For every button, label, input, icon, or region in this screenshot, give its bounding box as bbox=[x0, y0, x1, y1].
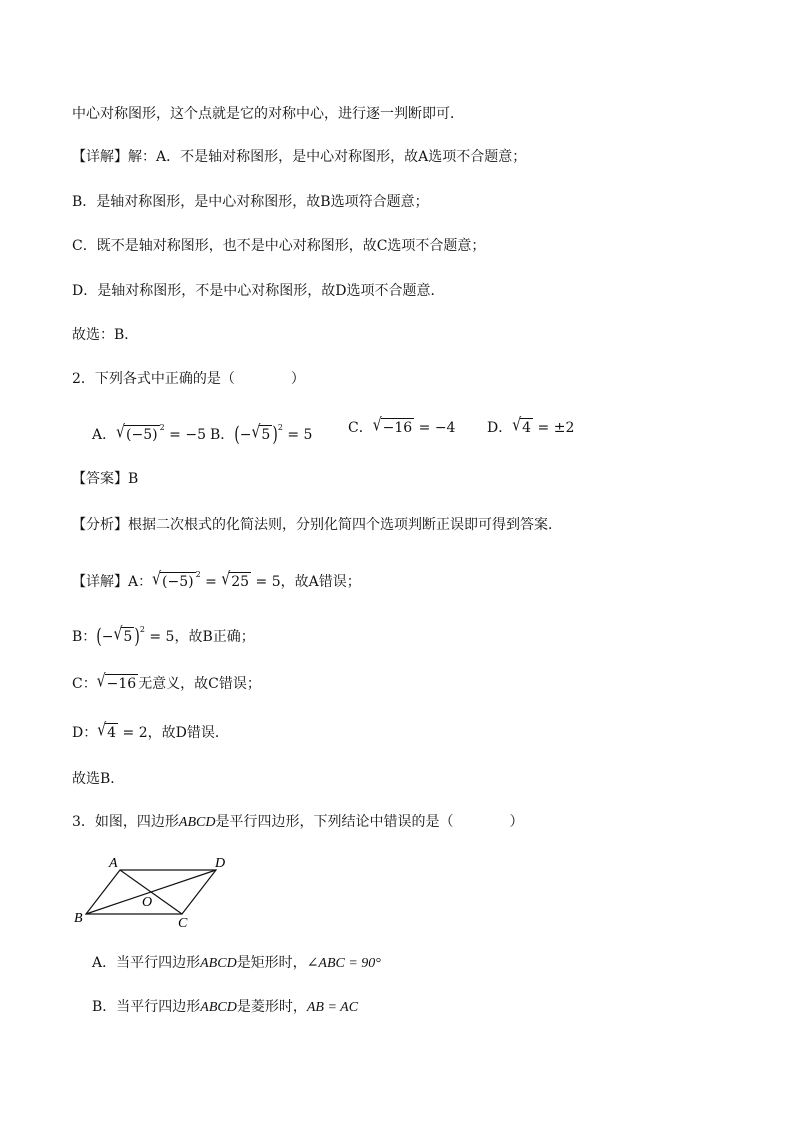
question-2-options bbox=[92, 415, 712, 447]
option-c: C．√−16 = −4 bbox=[348, 415, 456, 436]
option-d: D．√4 = ±2 bbox=[487, 415, 575, 436]
text-line-5: D．是轴对称图形，不是中心对称图形，故D选项不合题意． bbox=[72, 283, 445, 299]
text-line-4: C．既不是轴对称图形，也不是中心对称图形，故C选项不合题意； bbox=[72, 238, 486, 254]
detail-c-line: C：√−16 无意义，故C错误； bbox=[72, 671, 261, 692]
option-b: B．(−√5 )$^2$ = 5 bbox=[210, 422, 313, 447]
choose-line: 故选B． bbox=[72, 771, 125, 787]
label-c: C bbox=[178, 916, 188, 931]
answer-line: 【答案】B bbox=[72, 471, 139, 487]
detail-b-line: B：(−√5 )$^2$ = 5，故B正确； bbox=[72, 624, 255, 649]
label-d: D bbox=[215, 856, 226, 871]
parallelogram-figure bbox=[70, 850, 240, 932]
text-line-3: B．是轴对称图形，是中心对称图形，故B选项符合题意； bbox=[72, 194, 429, 210]
detail-a-line: 【详解】A：√(−5) $^2$ = √25 = 5，故A错误； bbox=[72, 569, 361, 590]
label-a: A bbox=[109, 856, 118, 871]
text-line-6: 故选：B． bbox=[72, 327, 139, 343]
radicand: (−5) bbox=[126, 427, 158, 443]
q3-option-b: B．当平行四边形ABCD是菱形时，AB = AC bbox=[92, 999, 359, 1015]
q3-option-a: A．当平行四边形ABCD是矩形时，∠ABC = 90° bbox=[92, 955, 381, 971]
label-o: O bbox=[142, 895, 153, 910]
analysis-line: 【分析】根据二次根式的化简法则，分别化简四个选项判断正误即可得到答案． bbox=[72, 517, 562, 533]
option-a: A．√(−5) $^2$ = −5 bbox=[92, 422, 206, 443]
question-2-stem: 2．下列各式中正确的是（ ） bbox=[72, 371, 305, 387]
detail-d-line: D：√4 = 2，故D错误． bbox=[72, 720, 229, 741]
label-b: B bbox=[74, 911, 83, 926]
text-line-2: 【详解】解：A．不是轴对称图形，是中心对称图形，故A选项不合题意； bbox=[72, 149, 527, 165]
text-line-1: 中心对称图形，这个点就是它的对称中心，进行逐一判断即可． bbox=[72, 106, 464, 122]
question-3-stem: 3．如图，四边形ABCD是平行四边形，下列结论中错误的是（ ） bbox=[72, 814, 524, 830]
